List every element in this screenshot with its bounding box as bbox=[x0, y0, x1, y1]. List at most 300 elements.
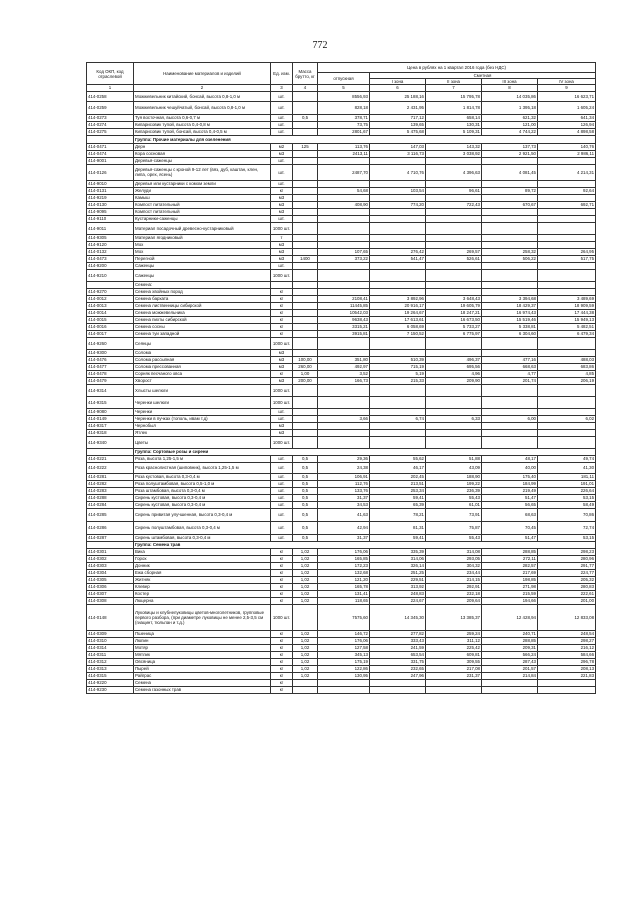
zone-1-price-cell: 774,20 bbox=[370, 201, 426, 208]
table-row bbox=[87, 576, 596, 583]
zone-3-price-cell bbox=[482, 408, 538, 415]
code-cell: 414-0287 bbox=[87, 534, 134, 541]
code-cell: 414-0307 bbox=[87, 590, 134, 597]
unit-cell: м3 bbox=[271, 201, 293, 208]
code-cell: 414-0471 bbox=[87, 143, 134, 150]
table-row bbox=[87, 590, 596, 597]
table-row bbox=[87, 494, 596, 501]
release-price-cell: 351,80 bbox=[318, 356, 370, 363]
table-row bbox=[87, 349, 596, 356]
code-cell: 414-9210 bbox=[87, 269, 134, 281]
group-row bbox=[87, 135, 596, 143]
code-cell: 414-0306 bbox=[87, 583, 134, 590]
zone-4-price-cell bbox=[538, 194, 596, 201]
unit-cell: 1000 шт. bbox=[271, 222, 293, 234]
zone-1-price-cell bbox=[370, 408, 426, 415]
zone-2-price-cell bbox=[426, 180, 482, 187]
zone-3-price-cell bbox=[482, 180, 538, 187]
zone-3-price-cell: 12 428,94 bbox=[482, 604, 538, 630]
unit-cell: м3 bbox=[271, 248, 293, 255]
name-cell: Компост питательный bbox=[134, 201, 271, 208]
zone-2-price-cell: 496,37 bbox=[426, 356, 482, 363]
release-price-cell bbox=[318, 180, 370, 187]
mass-cell: 0,5 bbox=[293, 508, 318, 521]
name-cell: Мох bbox=[134, 241, 271, 248]
unit-cell: шт. bbox=[271, 480, 293, 487]
zone-4-price-cell bbox=[538, 234, 596, 241]
table-row bbox=[87, 208, 596, 215]
unit-cell: кг bbox=[271, 658, 293, 665]
code-cell: 414-0283 bbox=[87, 487, 134, 494]
unit-cell: шт. bbox=[271, 534, 293, 541]
release-price-cell: 42,94 bbox=[318, 521, 370, 534]
release-price-cell: 828,18 bbox=[318, 101, 370, 114]
zone-3-price-cell: 14 035,86 bbox=[482, 91, 538, 101]
zone-1-price-cell bbox=[370, 208, 426, 215]
zone-4-price-cell: 280,83 bbox=[538, 583, 596, 590]
zone-1-price-cell: 253,34 bbox=[370, 487, 426, 494]
mass-cell: 1,02 bbox=[293, 658, 318, 665]
zone-1-price-cell: 313,92 bbox=[370, 583, 426, 590]
zone-1-price-cell: 224,67 bbox=[370, 597, 426, 604]
mass-cell: 1,02 bbox=[293, 644, 318, 651]
zone-4-price-cell bbox=[538, 436, 596, 448]
zone-4-price-cell: 15 949,13 bbox=[538, 316, 596, 323]
name-cell: Семена бархата bbox=[134, 295, 271, 302]
name-cell: Ятлек bbox=[134, 429, 271, 436]
unit-cell: шт. bbox=[271, 415, 293, 422]
table-row bbox=[87, 337, 596, 349]
zone-2-price-cell bbox=[426, 422, 482, 429]
mass-cell bbox=[293, 157, 318, 164]
zone-2-price-cell: 55,43 bbox=[426, 494, 482, 501]
release-price-cell: 492,97 bbox=[318, 363, 370, 370]
name-cell: Сирень кустовая, высота 0,3-0,4 м bbox=[134, 494, 271, 501]
release-price-cell: 24,38 bbox=[318, 462, 370, 473]
name-cell: Хлысты шелюги bbox=[134, 384, 271, 396]
mass-cell: 0,5 bbox=[293, 487, 318, 494]
mass-cell bbox=[293, 604, 318, 630]
zone-1-price-cell bbox=[370, 234, 426, 241]
code-cell bbox=[87, 281, 134, 288]
name-cell: Материал посадочный древесно-кустарниковый bbox=[134, 222, 271, 234]
zone-3-price-cell: 198,85 bbox=[482, 576, 538, 583]
code-cell: 414-0479 bbox=[87, 377, 134, 384]
name-cell: Компост питательный bbox=[134, 208, 271, 215]
release-price-cell: 176,06 bbox=[318, 548, 370, 555]
zone-1-price-cell bbox=[370, 436, 426, 448]
unit-cell: м3 bbox=[271, 377, 293, 384]
release-price-cell: 146,72 bbox=[318, 630, 370, 637]
code-cell: 414-0288 bbox=[87, 494, 134, 501]
zone-2-price-cell bbox=[426, 408, 482, 415]
zone-1-price-cell: 247,96 bbox=[370, 672, 426, 679]
zone-4-price-cell: 2 986,11 bbox=[538, 150, 596, 157]
zone-2-price-cell: 225,42 bbox=[426, 644, 482, 651]
unit-cell: кг bbox=[271, 637, 293, 644]
release-price-cell bbox=[318, 215, 370, 222]
release-price-cell: 2413,11 bbox=[318, 150, 370, 157]
zone-4-price-cell bbox=[538, 222, 596, 234]
group-row bbox=[87, 448, 596, 455]
zone-1-price-cell: 17 613,61 bbox=[370, 316, 426, 323]
zone-3-price-cell bbox=[482, 269, 538, 281]
unit-cell: 1000 шт. bbox=[271, 269, 293, 281]
zone-4-price-cell: 140,76 bbox=[538, 143, 596, 150]
mass-cell: 1,02 bbox=[293, 590, 318, 597]
header-mass: Масса брутто, кг bbox=[293, 63, 318, 85]
zone-2-price-cell bbox=[426, 234, 482, 241]
unit-cell: 1000 шт. bbox=[271, 337, 293, 349]
unit-cell: кг bbox=[271, 644, 293, 651]
zone-3-price-cell: 40,00 bbox=[482, 462, 538, 473]
release-price-cell: 8556,93 bbox=[318, 91, 370, 101]
unit-cell: м3 bbox=[271, 208, 293, 215]
name-cell: Костер bbox=[134, 590, 271, 597]
zone-2-price-cell: 96,61 bbox=[426, 187, 482, 194]
zone-2-price-cell bbox=[426, 208, 482, 215]
mass-cell: 0,5 bbox=[293, 462, 318, 473]
mass-cell: 1,02 bbox=[293, 672, 318, 679]
name-cell: Сирень штамбовая, высота 0,3-0,4 м bbox=[134, 534, 271, 541]
zone-4-price-cell bbox=[538, 288, 596, 295]
zone-1-price-cell bbox=[370, 396, 426, 408]
zone-4-price-cell: 4,85 bbox=[538, 370, 596, 377]
mass-cell bbox=[293, 91, 318, 101]
release-price-cell: 9638,43 bbox=[318, 316, 370, 323]
code-cell: 414-9270 bbox=[87, 288, 134, 295]
header-unit: Ед. изм. bbox=[271, 63, 293, 85]
zone-1-price-cell: 81,31 bbox=[370, 521, 426, 534]
mass-cell bbox=[293, 128, 318, 135]
code-cell: 414-0477 bbox=[87, 363, 134, 370]
zone-4-price-cell: 18 909,59 bbox=[538, 302, 596, 309]
zone-2-price-cell: 5 109,31 bbox=[426, 128, 482, 135]
mass-cell bbox=[293, 262, 318, 269]
name-cell: Сорняк песчаного овса bbox=[134, 370, 271, 377]
release-price-cell bbox=[318, 429, 370, 436]
zone-4-price-cell: 70,86 bbox=[538, 508, 596, 521]
code-cell: 414-0275 bbox=[87, 128, 134, 135]
code-cell bbox=[87, 541, 134, 548]
release-price-cell bbox=[318, 686, 370, 693]
price-table bbox=[86, 62, 596, 694]
zone-3-price-cell bbox=[482, 241, 538, 248]
mass-cell bbox=[293, 422, 318, 429]
name-cell: Можжевельник китайский, бонсай, высота 0,8-1,0 м bbox=[134, 91, 271, 101]
release-price-cell: 10542,03 bbox=[318, 309, 370, 316]
zone-1-price-cell: 251,25 bbox=[370, 569, 426, 576]
zone-4-price-cell: 296,78 bbox=[538, 658, 596, 665]
unit-cell: шт. bbox=[271, 408, 293, 415]
table-row bbox=[87, 201, 596, 208]
zone-1-price-cell bbox=[370, 222, 426, 234]
zone-4-price-cell: 201,00 bbox=[538, 597, 596, 604]
name-cell: Перегной bbox=[134, 255, 271, 262]
zone-3-price-cell: 18 429,37 bbox=[482, 302, 538, 309]
zone-3-price-cell bbox=[482, 679, 538, 686]
zone-3-price-cell bbox=[482, 422, 538, 429]
zone-4-price-cell: 181,11 bbox=[538, 473, 596, 480]
name-cell: Деревья-саженцы bbox=[134, 157, 271, 164]
mass-cell: 0,5 bbox=[293, 473, 318, 480]
mass-cell: 1,02 bbox=[293, 597, 318, 604]
table-row bbox=[87, 462, 596, 473]
code-cell: 414-0474 bbox=[87, 150, 134, 157]
mass-cell bbox=[293, 215, 318, 222]
zone-2-price-cell bbox=[426, 157, 482, 164]
mass-cell bbox=[293, 101, 318, 114]
name-cell: Горох bbox=[134, 555, 271, 562]
zone-3-price-cell bbox=[482, 436, 538, 448]
name-cell: Кипарисовик тупой, бонсай, высота 0,4-0,5 м bbox=[134, 128, 271, 135]
name-cell: Пырей bbox=[134, 665, 271, 672]
zone-2-price-cell: 722,43 bbox=[426, 201, 482, 208]
zone-3-price-cell: 477,16 bbox=[482, 356, 538, 363]
table-row bbox=[87, 377, 596, 384]
code-cell: 414-0309 bbox=[87, 630, 134, 637]
release-price-cell: 122,86 bbox=[318, 665, 370, 672]
table-row bbox=[87, 637, 596, 644]
column-index: 1 bbox=[87, 85, 134, 91]
table-row bbox=[87, 672, 596, 679]
code-cell: 414-9340 bbox=[87, 436, 134, 448]
name-cell: Роза, высота 1,25-1,5 м bbox=[134, 455, 271, 462]
table-row bbox=[87, 269, 596, 281]
table-row bbox=[87, 288, 596, 295]
header-name: Наименование материалов и изделий bbox=[134, 63, 271, 85]
zone-2-price-cell: 695,56 bbox=[426, 363, 482, 370]
table-row bbox=[87, 255, 596, 262]
zone-4-price-cell: 683,86 bbox=[538, 363, 596, 370]
zone-4-price-cell bbox=[538, 262, 596, 269]
table-row bbox=[87, 281, 596, 288]
zone-2-price-cell: 51,88 bbox=[426, 455, 482, 462]
release-price-cell: 2108,41 bbox=[318, 295, 370, 302]
table-row bbox=[87, 150, 596, 157]
zone-2-price-cell bbox=[426, 396, 482, 408]
zone-3-price-cell: 668,63 bbox=[482, 363, 538, 370]
unit-cell: шт. bbox=[271, 157, 293, 164]
mass-cell bbox=[293, 248, 318, 255]
zone-2-price-cell: 269,57 bbox=[426, 248, 482, 255]
code-cell: 414-0304 bbox=[87, 569, 134, 576]
name-cell: Роза штамбовая, высота 0,3-0,4 м bbox=[134, 487, 271, 494]
zone-2-price-cell bbox=[426, 215, 482, 222]
zone-1-price-cell: 3 892,96 bbox=[370, 295, 426, 302]
zone-3-price-cell: 670,67 bbox=[482, 201, 538, 208]
table-row bbox=[87, 302, 596, 309]
code-cell: 414-9001 bbox=[87, 157, 134, 164]
mass-cell: 1,02 bbox=[293, 630, 318, 637]
table-row bbox=[87, 164, 596, 180]
mass-cell bbox=[293, 337, 318, 349]
zone-3-price-cell: 3 394,68 bbox=[482, 295, 538, 302]
code-cell: 414-9010 bbox=[87, 180, 134, 187]
table-row bbox=[87, 562, 596, 569]
unit-cell: кг bbox=[271, 651, 293, 658]
zone-4-price-cell bbox=[538, 337, 596, 349]
name-cell: Семена можжевельника bbox=[134, 309, 271, 316]
zone-3-price-cell bbox=[482, 208, 538, 215]
zone-1-price-cell: 139,65 bbox=[370, 121, 426, 128]
zone-4-price-cell bbox=[538, 281, 596, 288]
zone-1-price-cell: 4 710,76 bbox=[370, 164, 426, 180]
mass-cell bbox=[293, 330, 318, 337]
code-cell: 414-0273 bbox=[87, 114, 134, 121]
zone-1-price-cell: 202,45 bbox=[370, 473, 426, 480]
code-cell: 414-0478 bbox=[87, 370, 134, 377]
table-row bbox=[87, 143, 596, 150]
release-price-cell bbox=[318, 222, 370, 234]
code-cell: 414-9080 bbox=[87, 408, 134, 415]
table-row bbox=[87, 215, 596, 222]
unit-cell: кг bbox=[271, 583, 293, 590]
zone-2-price-cell bbox=[426, 241, 482, 248]
unit-cell: кг bbox=[271, 309, 293, 316]
code-cell: 414-9317 bbox=[87, 422, 134, 429]
zone-4-price-cell: 191,01 bbox=[538, 480, 596, 487]
code-cell: 414-9300 bbox=[87, 349, 134, 356]
zone-2-price-cell: 232,18 bbox=[426, 590, 482, 597]
zone-1-price-cell: 65,39 bbox=[370, 501, 426, 508]
mass-cell: 1,02 bbox=[293, 548, 318, 555]
mass-cell bbox=[293, 295, 318, 302]
unit-cell: кг bbox=[271, 665, 293, 672]
zone-3-price-cell: 288,85 bbox=[482, 637, 538, 644]
release-price-cell bbox=[318, 679, 370, 686]
zone-2-price-cell: 314,08 bbox=[426, 548, 482, 555]
column-index: 6 bbox=[370, 85, 426, 91]
unit-cell: м3 bbox=[271, 241, 293, 248]
release-price-cell bbox=[318, 384, 370, 396]
header-code: Код ОКП, код отраслевой bbox=[87, 63, 134, 85]
unit-cell: шт. bbox=[271, 501, 293, 508]
release-price-cell: 107,65 bbox=[318, 248, 370, 255]
name-cell: Можжевельник чешуйчатый, бонсай, высота 0,8-1,0 м bbox=[134, 101, 271, 114]
zone-1-price-cell bbox=[370, 281, 426, 288]
release-price-cell: 131,41 bbox=[318, 590, 370, 597]
unit-cell: кг bbox=[271, 569, 293, 576]
zone-4-price-cell: 92,64 bbox=[538, 187, 596, 194]
mass-cell bbox=[293, 234, 318, 241]
name-cell: Роза полуштамбовая, высота 0,5-1,0 м bbox=[134, 480, 271, 487]
unit-cell: 1000 шт. bbox=[271, 436, 293, 448]
zone-3-price-cell bbox=[482, 215, 538, 222]
zone-4-price-cell: 298,27 bbox=[538, 637, 596, 644]
release-price-cell: 345,13 bbox=[318, 651, 370, 658]
zone-4-price-cell bbox=[538, 180, 596, 187]
table-row bbox=[87, 187, 596, 194]
release-price-cell bbox=[318, 234, 370, 241]
mass-cell: 1,02 bbox=[293, 665, 318, 672]
mass-cell: 1,02 bbox=[293, 583, 318, 590]
mass-cell bbox=[293, 187, 318, 194]
zone-1-price-cell bbox=[370, 288, 426, 295]
name-cell: Черенки bbox=[134, 408, 271, 415]
unit-cell: кг bbox=[271, 672, 293, 679]
release-price-cell: 112,76 bbox=[318, 480, 370, 487]
name-cell: Чернобыл bbox=[134, 422, 271, 429]
zone-4-price-cell: 280,96 bbox=[538, 555, 596, 562]
unit-cell: шт. bbox=[271, 121, 293, 128]
mass-cell bbox=[293, 384, 318, 396]
zone-3-price-cell: 287,43 bbox=[482, 658, 538, 665]
unit-cell: шт. bbox=[271, 473, 293, 480]
zone-1-price-cell bbox=[370, 241, 426, 248]
mass-cell: 125 bbox=[293, 143, 318, 150]
zone-2-price-cell: 209,90 bbox=[426, 377, 482, 384]
zone-2-price-cell: 309,55 bbox=[426, 658, 482, 665]
zone-2-price-cell bbox=[426, 349, 482, 356]
zone-1-price-cell: 510,39 bbox=[370, 356, 426, 363]
code-cell: 414-9314 bbox=[87, 384, 134, 396]
zone-3-price-cell: 621,32 bbox=[482, 114, 538, 121]
zone-1-price-cell: 2 431,95 bbox=[370, 101, 426, 114]
name-cell: Желуди bbox=[134, 187, 271, 194]
zone-2-price-cell bbox=[426, 288, 482, 295]
unit-cell: кг bbox=[271, 316, 293, 323]
zone-4-price-cell: 16 623,71 bbox=[538, 91, 596, 101]
mass-cell bbox=[293, 415, 318, 422]
zone-4-price-cell: 216,12 bbox=[538, 644, 596, 651]
release-price-cell bbox=[318, 422, 370, 429]
zone-4-price-cell: 248,54 bbox=[538, 630, 596, 637]
zone-1-price-cell: 653,54 bbox=[370, 651, 426, 658]
zone-2-price-cell bbox=[426, 429, 482, 436]
zone-3-price-cell: 566,24 bbox=[482, 651, 538, 658]
code-cell: 414-0126 bbox=[87, 164, 134, 180]
zone-3-price-cell: 506,22 bbox=[482, 255, 538, 262]
header-price-group: Цена в рублях на 1 квартал 2016 года (без НДС) bbox=[318, 63, 596, 73]
table-row bbox=[87, 501, 596, 508]
zone-3-price-cell: 219,49 bbox=[482, 487, 538, 494]
name-cell: Овсяница bbox=[134, 658, 271, 665]
zone-3-price-cell bbox=[482, 384, 538, 396]
code-cell: 414-0258 bbox=[87, 91, 134, 101]
zone-4-price-cell: 72,74 bbox=[538, 521, 596, 534]
zone-3-price-cell: 6,00 bbox=[482, 415, 538, 422]
table-row bbox=[87, 384, 596, 396]
name-cell: Саженцы bbox=[134, 269, 271, 281]
name-cell: Сирень кустовая, высота 0,3-0,4 м bbox=[134, 501, 271, 508]
zone-2-price-cell: 61,01 bbox=[426, 501, 482, 508]
mass-cell bbox=[293, 408, 318, 415]
unit-cell: кг bbox=[271, 597, 293, 604]
zone-2-price-cell: 16 673,50 bbox=[426, 316, 482, 323]
zone-3-price-cell: 184,99 bbox=[482, 480, 538, 487]
zone-2-price-cell: 609,81 bbox=[426, 651, 482, 658]
zone-1-price-cell: 717,12 bbox=[370, 114, 426, 121]
table-row bbox=[87, 157, 596, 164]
unit-cell: кг bbox=[271, 590, 293, 597]
zone-2-price-cell bbox=[426, 384, 482, 396]
code-cell: 414-0476 bbox=[87, 356, 134, 363]
mass-cell: 1,02 bbox=[293, 651, 318, 658]
mass-cell bbox=[293, 201, 318, 208]
zone-3-price-cell bbox=[482, 337, 538, 349]
zone-4-price-cell: 208,13 bbox=[538, 665, 596, 672]
unit-cell: шт. bbox=[271, 91, 293, 101]
mass-cell: 0,5 bbox=[293, 534, 318, 541]
mass-cell bbox=[293, 164, 318, 180]
zone-4-price-cell: 224,77 bbox=[538, 569, 596, 576]
zone-2-price-cell bbox=[426, 194, 482, 201]
zone-1-price-cell: 314,06 bbox=[370, 555, 426, 562]
zone-4-price-cell bbox=[538, 422, 596, 429]
unit-cell: 1000 шт. bbox=[271, 384, 293, 396]
zone-3-price-cell: 194,66 bbox=[482, 597, 538, 604]
